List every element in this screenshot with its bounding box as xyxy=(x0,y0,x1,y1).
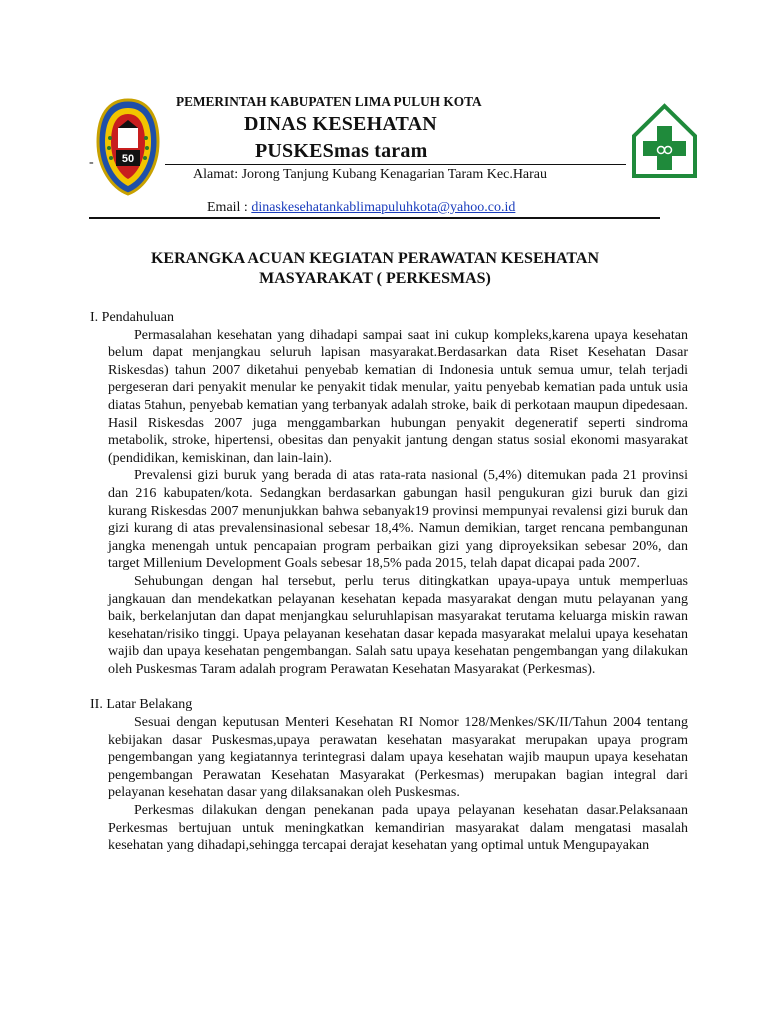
address-line: Alamat: Jorong Tanjung Kubang Kenagarian Taram Kec.Harau xyxy=(193,167,548,182)
email-label: Email : xyxy=(207,200,248,215)
paragraph: Permasalahan kesehatan yang dihadapi sampai saat ini cukup kompleks,karena upaya kesehatan belum dapat menjangkau seluruh lapisan masyarakat.Berdasarkan data Riset Kesehatan Dasar Riskesdas) tahun 2007 diketahui penyebab kematian di Indonesia untuk semua umur, telah terjadi pergeseran dari penyakit menular ke penyakit tidak menular, yaitu penyebab kematian pada untuk usia diatas 5tahun, penyebab kematian yang terbanyak adalah stroke, baik di perkotaan maupun dipedesaan. Hasil Riskesdas 2007 juga menggambarkan hubungan penyakit degeneratif seperti sindroma metabolik, stroke, hipertensi, obesitas dan penyakit jantung dengan status sosial ekonomi masyarakat (pendidikan, kemiskinan, dan lain-lain). xyxy=(108,327,688,466)
document-body xyxy=(90,309,688,855)
regency-coat-of-arms-icon xyxy=(96,98,160,196)
letterhead-bottom-rule xyxy=(89,217,660,219)
document-title xyxy=(90,249,660,289)
title-line-1: KERANGKA ACUAN KEGIATAN PERAWATAN KESEHATAN xyxy=(150,250,600,267)
unit-name: PUSKESmas taram xyxy=(255,140,428,162)
government-name: PEMERINTAH KABUPATEN LIMA PULUH KOTA xyxy=(176,94,482,109)
section-heading-latar-belakang: II. Latar Belakang xyxy=(90,697,193,713)
paragraph: Sesuai dengan keputusan Menteri Kesehatan RI Nomor 128/Menkes/SK/II/Tahun 2004 tentang kebijakan dasar Puskesmas,upaya perawatan kesehatan masyarakat merupakan upaya program pengembangan yang kegiatannya terintegrasi dalam upaya kesehatan wajib maupun upaya kesehatan pengembangan Perawatan Kesehatan Masyarakat (Perkesmas) merupakan bagian integral dari pelayanan kesehatan dasar yang dilaksanakan oleh Puskesmas. xyxy=(108,715,688,801)
letterhead-divider xyxy=(165,164,626,165)
department-name: DINAS KESEHATAN xyxy=(244,113,437,135)
paragraph: Perkesmas dilakukan dengan penekanan pada upaya pelayanan kesehatan dasar.Pelaksanaan Perkesmas bertujuan untuk meningkatkan kemandirian masyarakat dalam mengatasi masalah kesehatan yang dihadapi,sehingga tercapai derajat kesehatan yang optimal untuk Mengupayakan xyxy=(108,803,688,854)
title-line-2: MASYARAKAT ( PERKESMAS) xyxy=(259,270,491,287)
health-cross-icon xyxy=(627,96,702,191)
section-heading-pendahuluan: I. Pendahuluan xyxy=(90,310,174,325)
paragraph: Prevalensi gizi buruk yang berada di atas rata-rata nasional (5,4%) ditemukan pada 21 provinsi dan 216 kabupaten/kota. Sedangkan berdasarkan gabungan hasil pengukuran gizi buruk dan gizi kurang Riskesdas 2007 menunjukkan bahwa sebanyak19 provinsi mempunyai revalensi gizi buruk dan gizi kurang di atas prevalensinasional sebesar 18,4%. Namun demikian, target rencana pembangunan jangka menengah untuk pencapaian program perbaikan gizi yang diproyeksikan sebesar 20%, dan target Millenium Development Goals sebesar 18,5% pada 2015, telah dapat dicapai pada 2007. xyxy=(108,468,688,572)
margin-dash: - xyxy=(89,155,94,170)
email-link[interactable]: dinaskesehatankablimapuluhkota@yahoo.co.id xyxy=(251,200,516,215)
paragraph: Sehubungan dengan hal tersebut, perlu terus ditingkatkan upaya-upaya untuk memperluas jangkauan dan mendekatkan pelayanan kesehatan kepada masyarakat dengan mutu pelayanan yang baik, berkelanjutan dan dapat menjangkau seluruhlapisan masyarakat terutama keluarga miskin rawan kesehatan/risiko tinggi. Upaya pelayanan kesehatan dasar kepada masyarakat melalui upaya kesehatan wajib dan upaya kesehatan pengembangan. Salah satu upaya kesehatan pengembangan yang dilakukan oleh Puskesmas Taram adalah program Perawatan Kesehatan Masyarakat (Perkesmas). xyxy=(108,573,688,677)
email-line xyxy=(207,200,515,216)
section-spacer xyxy=(90,678,688,696)
coat-of-arms-number: 50 xyxy=(121,153,135,165)
